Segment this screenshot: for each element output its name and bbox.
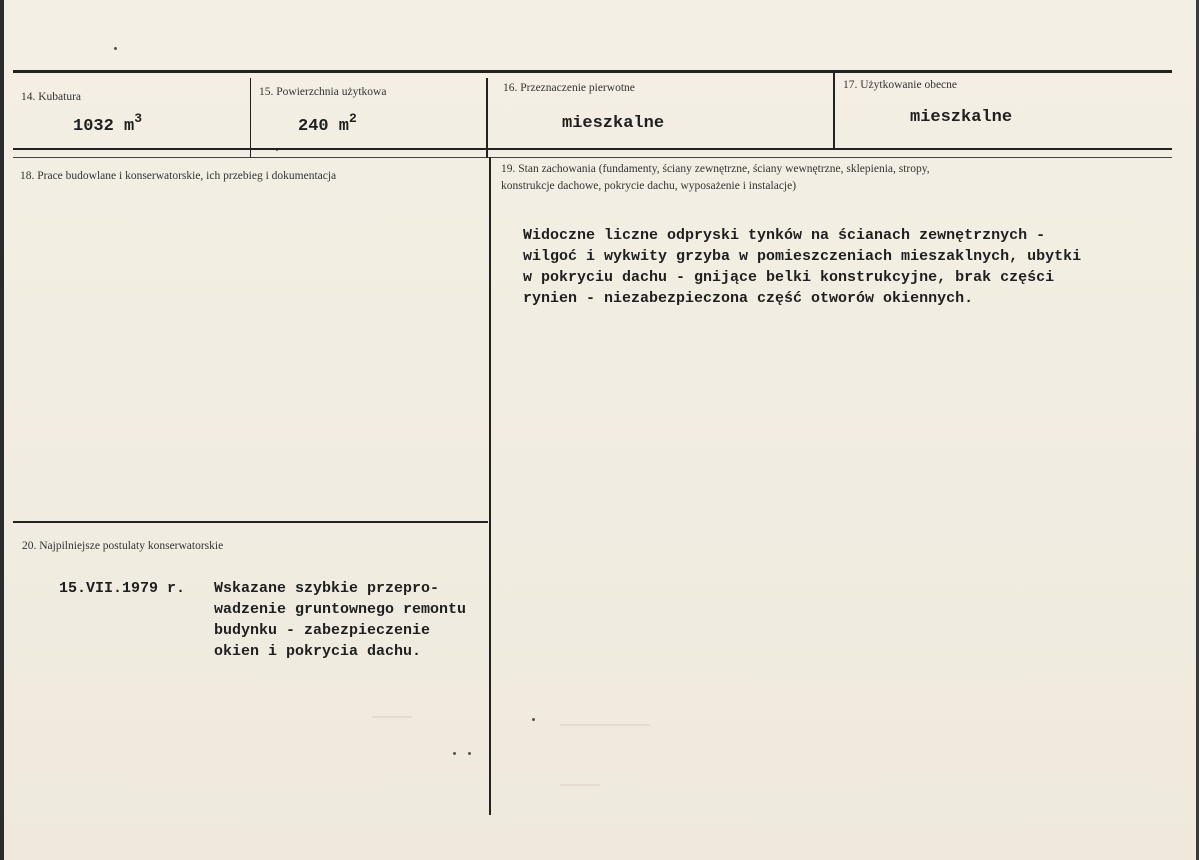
kubatura-number: 1032 m [73,117,135,136]
postulaty-label: 20. Najpilniejsze postulaty konserwatorskie [22,540,224,552]
powierzchnia-value [298,111,357,136]
divider-left-right [489,157,491,815]
postulaty-text-line-3: budynku - zabezpieczenie [214,622,431,639]
kubatura-label: 14. Kubatura [21,91,82,103]
stan-label-line-2: konstrukcje dachowe, pokrycie dachu, wyposażenie i instalacje) [501,180,797,192]
bleed-through-mark [560,724,650,726]
row2-top-border [13,157,1172,158]
postulaty-date: 15.VII.1979 r. [59,580,186,597]
speck [453,752,456,755]
postulaty-text-line-1: Wskazane szybkie przepro- [214,580,440,597]
przeznaczenie-value: mieszkalne [562,114,665,133]
postulaty-text-line-4: okien i pokrycia dachu. [214,643,422,660]
stan-text-line-3: w pokryciu dachu - gnijące belki konstrukcyjne, brak części [523,269,1055,286]
kubatura-exponent: 3 [134,111,143,126]
bleed-through-mark [372,716,412,718]
prace-label: 18. Prace budowlane i konserwatorskie, ich przebieg i dokumentacja [20,170,337,182]
scan-edge-left [0,0,4,860]
stan-label-line-1: 19. Stan zachowania (fundamenty, ściany zewnętrzne, ściany wewnętrzne, sklepienia, stropy, [501,163,930,175]
uzytkowanie-value: mieszkalne [910,108,1013,127]
uzytkowanie-label: 17. Użytkowanie obecne [843,79,958,91]
powierzchnia-label: 15. Powierzchnia użytkowa [259,86,387,98]
przeznaczenie-label: 16. Przeznaczenie pierwotne [503,82,635,94]
row1-bottom-border [13,148,1172,150]
kubatura-value [73,111,143,136]
speck [468,752,471,755]
stan-text-line-1: Widoczne liczne odpryski tynków na ścianach zewnętrznych - [523,227,1046,244]
bleed-through-mark [560,784,600,786]
stan-text-line-4: rynien - niezabezpieczona część otworów okiennych. [523,290,974,307]
postulaty-text-line-2: wadzenie gruntownego remontu [214,601,467,618]
stan-text-line-2: wilgoć i wykwity grzyba w pomieszczeniach mieszaklnych, ubytki [523,248,1082,265]
speck [532,718,535,721]
divider-14-15 [250,78,251,158]
speck [114,47,117,50]
postulaty-top-border [13,521,488,523]
powierzchnia-number: 240 m [298,117,350,136]
table-top-border [13,70,1172,73]
powierzchnia-exponent: 2 [349,111,357,126]
divider-15-16 [486,78,488,158]
divider-16-17 [833,72,835,150]
